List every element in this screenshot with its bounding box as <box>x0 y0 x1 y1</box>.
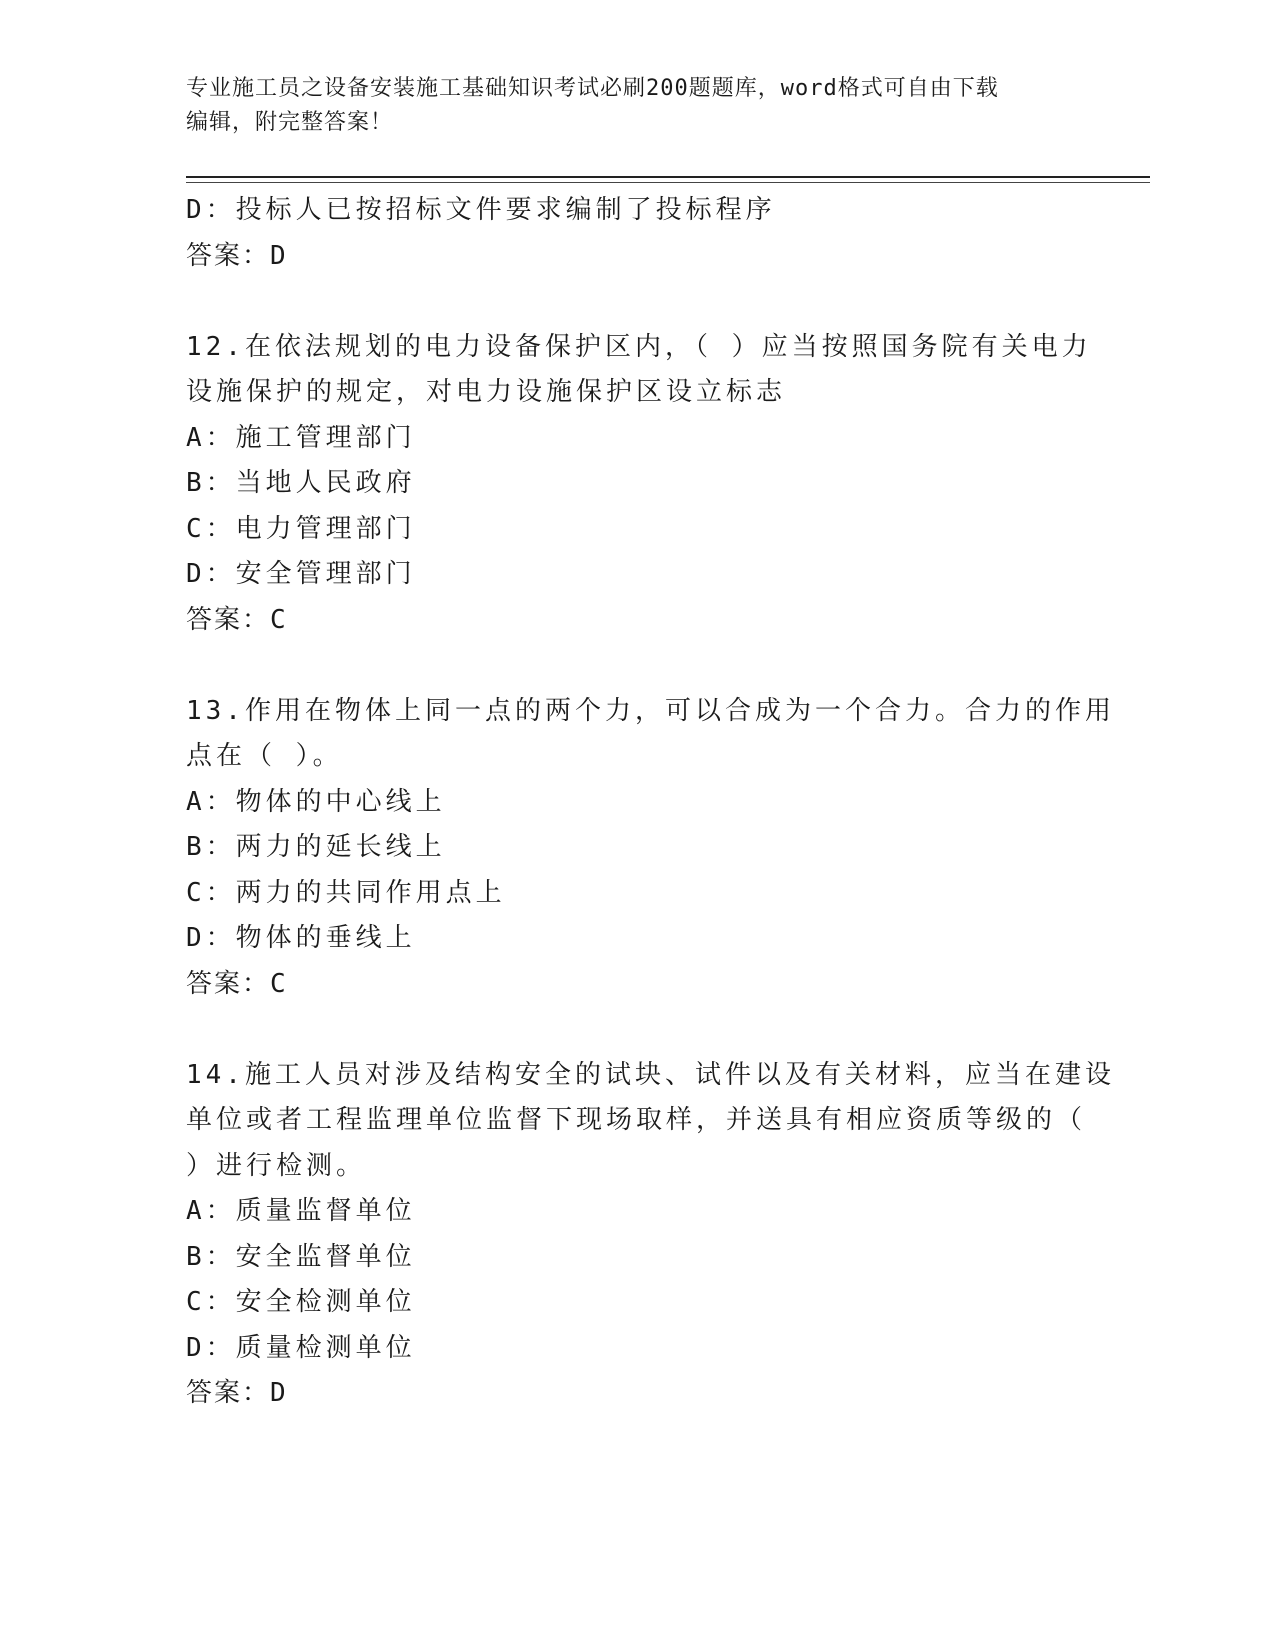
option-d: D：安全管理部门 <box>186 559 416 589</box>
option-d: D：投标人已按招标文件要求编制了投标程序 <box>186 195 776 225</box>
answer-value: C <box>270 968 288 999</box>
question-list <box>186 188 1115 1417</box>
option-d: D：质量检测单位 <box>186 1332 416 1363</box>
spacer <box>186 643 1086 689</box>
option-a: A：物体的中心线上 <box>186 786 446 817</box>
option-c: C：两力的共同作用点上 <box>186 877 506 908</box>
question-stem-line: 13.作用在物体上同一点的两个力，可以合成为一个合力。合力的作用 <box>186 695 1115 726</box>
answer-label: 答案： <box>186 968 271 999</box>
question-stem <box>186 1053 1115 1190</box>
answer-line <box>186 598 1086 644</box>
spacer <box>186 279 1086 325</box>
answer-line <box>186 1371 1086 1417</box>
question-stem <box>186 689 1115 780</box>
question-stem-line: 12.在依法规划的电力设备保护区内，（ ）应当按照国务院有关电力 <box>186 331 1092 362</box>
answer-label: 答案： <box>186 240 271 271</box>
question-block-14 <box>186 1053 1115 1417</box>
prev-question-block <box>186 188 1086 279</box>
header-line-2: 编辑，附完整答案！ <box>186 110 394 135</box>
option-c: C：电力管理部门 <box>186 513 416 544</box>
option-d: D：物体的垂线上 <box>186 923 416 953</box>
question-stem <box>186 325 1092 416</box>
question-stem-line: ）进行检测。 <box>186 1150 367 1181</box>
answer-value: C <box>270 604 288 635</box>
option-a: A：质量监督单位 <box>186 1196 416 1226</box>
question-stem-line: 14.施工人员对涉及结构安全的试块、试件以及有关材料，应当在建设 <box>186 1059 1115 1090</box>
option-c: C：安全检测单位 <box>186 1287 416 1317</box>
answer-value: D <box>270 240 288 271</box>
option-b: B：安全监督单位 <box>186 1241 416 1272</box>
answer-line <box>186 234 1086 280</box>
answer-value: D <box>270 1378 288 1408</box>
spacer <box>186 1007 1086 1053</box>
question-block-13 <box>186 689 1115 1008</box>
document-header <box>186 72 1086 140</box>
answer-label: 答案： <box>186 604 271 635</box>
option-b: B：当地人民政府 <box>186 468 416 498</box>
option-b: B：两力的延长线上 <box>186 832 446 862</box>
header-line-1: 专业施工员之设备安装施工基础知识考试必刷200题题库，word格式可自由下载 <box>186 76 999 101</box>
header-divider <box>186 176 1150 178</box>
question-stem-line: 单位或者工程监理单位监督下现场取样，并送具有相应资质等级的（ <box>186 1105 1087 1135</box>
option-a: A：施工管理部门 <box>186 422 416 453</box>
header-divider-thin <box>186 182 1150 183</box>
answer-line <box>186 962 1086 1008</box>
question-stem-line: 点在（ ）。 <box>186 741 343 771</box>
answer-label: 答案： <box>186 1378 271 1408</box>
question-stem-line: 设施保护的规定，对电力设施保护区设立标志 <box>186 377 787 407</box>
question-block-12 <box>186 325 1092 644</box>
